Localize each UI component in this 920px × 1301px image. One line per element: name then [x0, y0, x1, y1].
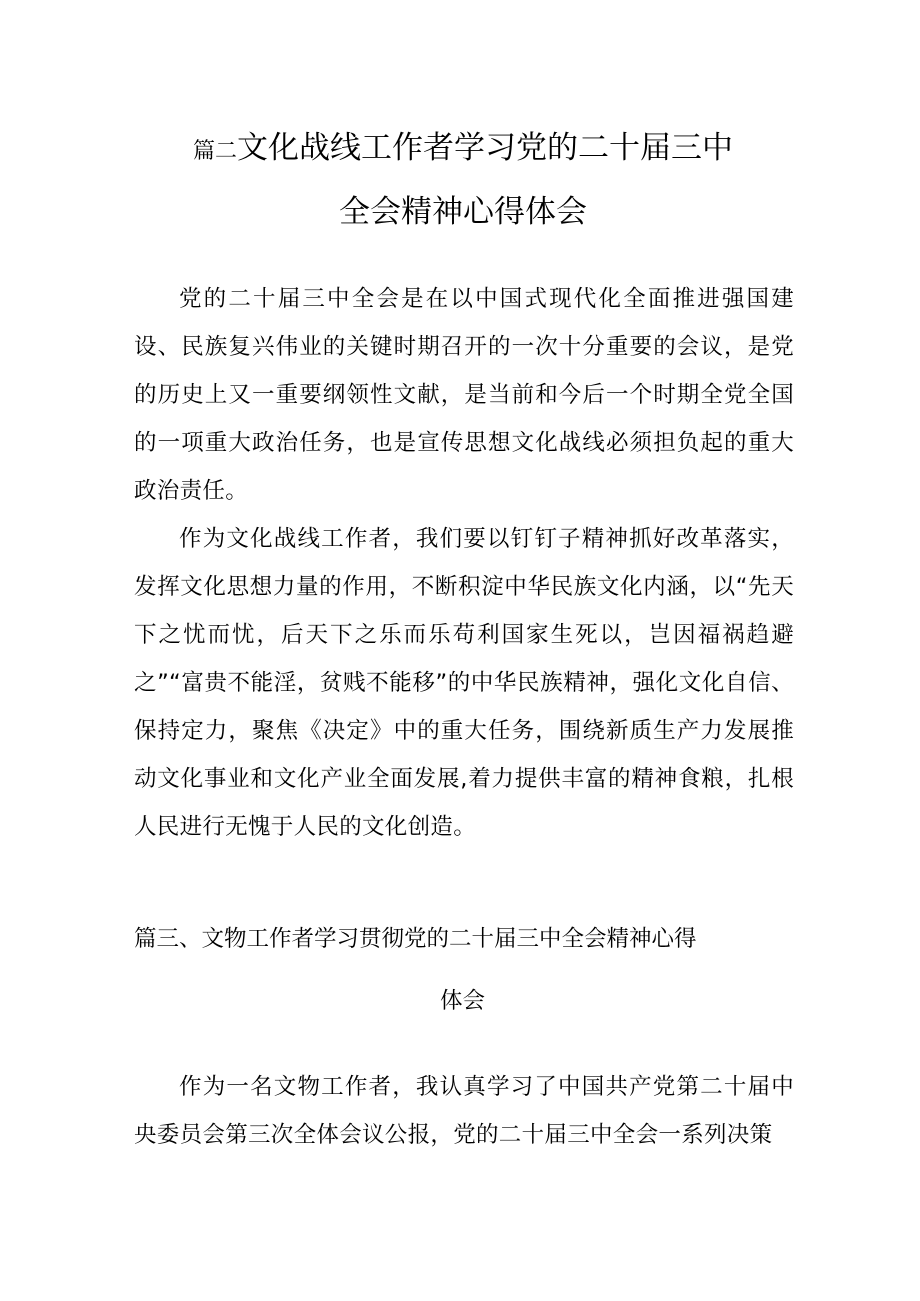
section3-title [134, 908, 794, 1032]
section2-title-line1 [133, 118, 793, 182]
section3-title-line1: 篇三、文物工作者学习贯彻党的二十届三中全会精神心得 [134, 926, 697, 952]
section3-paragraph1: 作为一名文物工作者，我认真学习了中国共产党第二十届中央委员会第三次全体会议公报，党的二十届三中全会一系列决策 [134, 1074, 794, 1148]
section3-title-line2: 体会 [440, 988, 486, 1014]
section2-title-prefix: 篇二 [192, 139, 237, 164]
section2-title [133, 118, 793, 242]
section2-title-text: 文化战线工作者学习党的二十届三中 [237, 130, 733, 166]
section2-title-line2: 全会精神心得体会 [339, 194, 587, 230]
section2-paragraph1: 党的二十届三中全会是在以中国式现代化全面推进强国建设、民族复兴伟业的关键时期召开的一次十分重要的会议，是党的历史上又一重要纲领性文献，是当前和今后一个时期全党全国的一项重大政治任务，也是宣传思想文化战线必须担负起的重大政治责任。 [134, 286, 794, 504]
section2-paragraph2: 作为文化战线工作者，我们要以钉钉子精神抓好改革落实，发挥文化思想力量的作用，不断积淀中华民族文化内涵，以“先天下之忧而忧，后天下之乐而乐苟利国家生死以，岂因福祸趋避之”“富贵不能淫，贫贱不能移”的中华民族精神，强化文化自信、保持定力，聚焦《决定》中的重大任务，围绕新质生产力发展推动文化事业和文化产业全面发展,着力提供丰富的精神食粮，扎根人民进行无愧于人民的文化创造。 [134, 526, 794, 840]
